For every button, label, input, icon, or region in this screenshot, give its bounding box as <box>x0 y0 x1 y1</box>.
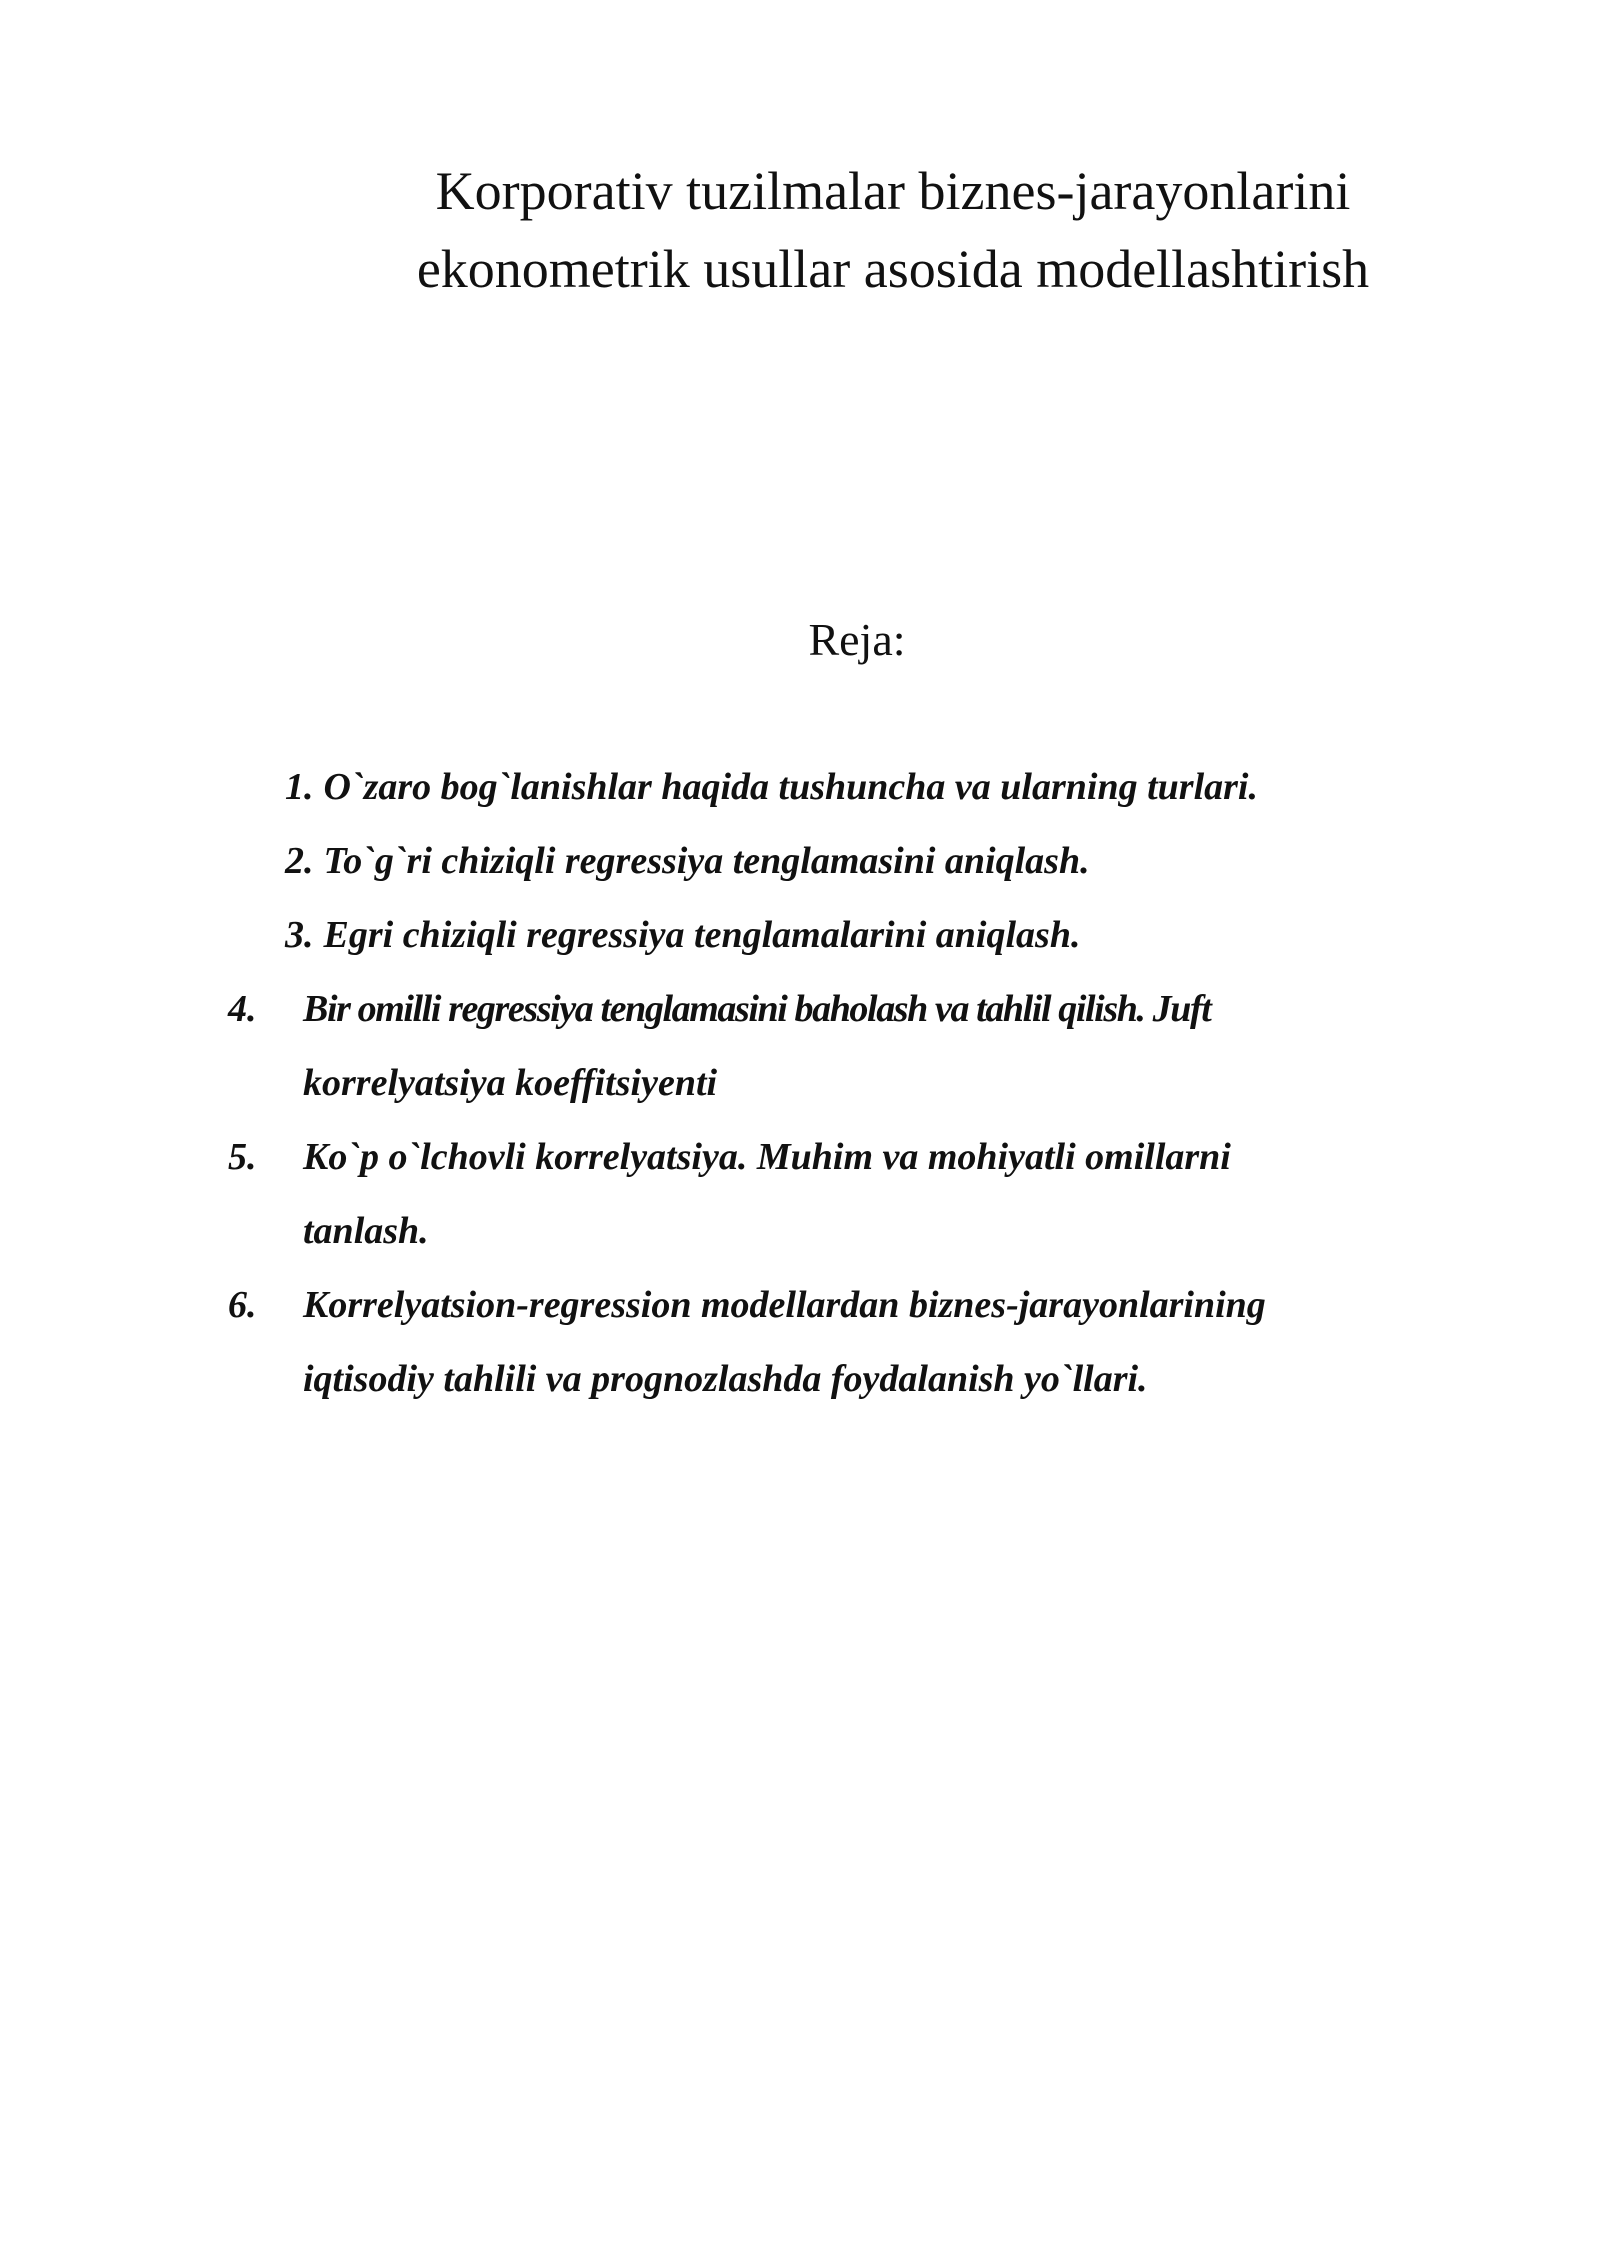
plan-item-text: Egri chiziqli regressiya tenglamalarini aniqlash. <box>323 914 1081 956</box>
plan-item-line: iqtisodiy tahlili va prognozlashda foydalanish yo`llari. <box>303 1358 1148 1400</box>
plan-item-line: Bir omilli regressiya tenglamasini baholash va tahlil qilish. Juft <box>303 988 1211 1030</box>
plan-item-line: tanlash. <box>303 1210 429 1252</box>
plan-item-line: korrelyatsiya koeffitsiyenti <box>303 1062 718 1104</box>
plan-item-text: To`g`ri chiziqli regressiya tenglamasini aniqlash. <box>323 840 1090 882</box>
plan-heading: Reja: <box>808 614 906 665</box>
plan-item-2 <box>285 824 1090 898</box>
plan-item-6 <box>228 1268 1266 1416</box>
plan-item-text <box>303 1268 1266 1416</box>
plan-item-3 <box>285 898 1080 972</box>
plan-item-4 <box>228 972 1210 1120</box>
plan-item-number: 5. <box>228 1136 257 1178</box>
title-line-1: Korporativ tuzilmalar biznes-jarayonlarini <box>435 161 1351 221</box>
plan-item-number: 2. <box>285 840 314 882</box>
plan-item-number: 6. <box>228 1284 257 1326</box>
plan-item-line: Ko`p o`lchovli korrelyatsiya. Muhim va mohiyatli omillarni <box>303 1136 1231 1178</box>
plan-item-text <box>303 972 1210 1120</box>
document-title <box>0 152 1600 308</box>
title-line-2: ekonometrik usullar asosida modellashtirish <box>416 239 1370 299</box>
plan-item-1 <box>285 750 1258 824</box>
plan-item-text: O`zaro bog`lanishlar haqida tushuncha va ularning turlari. <box>323 766 1258 808</box>
plan-item-line: Korrelyatsion-regression modellardan biznes-jarayonlarining <box>303 1284 1266 1326</box>
plan-item-text <box>303 1120 1231 1268</box>
plan-item-number: 3. <box>285 914 314 956</box>
plan-item-number: 1. <box>285 766 314 808</box>
plan-item-number: 4. <box>228 988 257 1030</box>
plan-item-5 <box>228 1120 1231 1268</box>
